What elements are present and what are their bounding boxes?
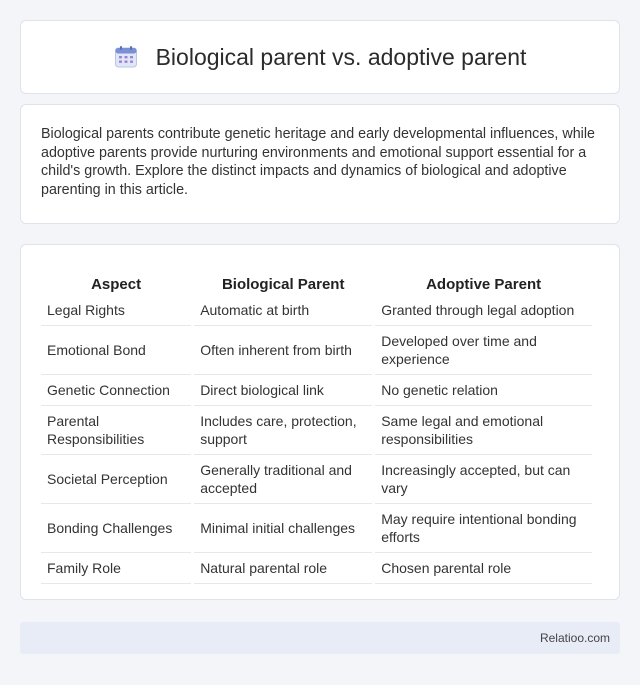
- column-header-aspect: Aspect: [91, 276, 142, 293]
- table-row: [41, 326, 592, 375]
- table-cell: Granted through legal adoption: [375, 295, 592, 326]
- footer-brand: Relatioo.com: [539, 631, 610, 645]
- table-row: [41, 504, 592, 553]
- column-header-biological: Biological Parent: [221, 276, 345, 293]
- table-cell: Family Role: [41, 553, 191, 584]
- calendar-icon: [114, 45, 138, 69]
- column-header-adoptive: Adoptive Parent: [426, 276, 542, 293]
- table-header-row: [41, 263, 592, 295]
- table-cell: May require intentional bonding efforts: [375, 504, 592, 553]
- intro-text: Biological parents contribute genetic heritage and early developmental influences, while adoptive parents provide nurturing environments and emotional support essential for a child's growth. Explore the distinct impacts and dynamics of biological and adoptive parenting in this article.: [41, 126, 595, 198]
- table-cell: Same legal and emotional responsibilities: [375, 406, 592, 455]
- footer: [20, 622, 620, 654]
- table-cell: Chosen parental role: [375, 553, 592, 584]
- table-cell: No genetic relation: [375, 375, 592, 406]
- table-cell: Often inherent from birth: [194, 326, 372, 375]
- table-row: [41, 375, 592, 406]
- table-cell: Natural parental role: [194, 553, 372, 584]
- table-cell: Increasingly accepted, but can vary: [375, 455, 592, 504]
- comparison-card: [20, 244, 620, 600]
- page-title: Biological parent vs. adoptive parent: [155, 43, 527, 70]
- table-cell: Societal Perception: [41, 455, 191, 504]
- table-row: [41, 406, 592, 455]
- table-cell: Emotional Bond: [41, 326, 191, 375]
- table-cell: Includes care, protection, support: [194, 406, 372, 455]
- table-cell: Parental Responsibilities: [41, 406, 191, 455]
- intro-card: [20, 104, 620, 224]
- table-cell: Generally traditional and accepted: [194, 455, 372, 504]
- header-card: [20, 20, 620, 94]
- table-row: [41, 295, 592, 326]
- table-cell: Developed over time and experience: [375, 326, 592, 375]
- table-cell: Direct biological link: [194, 375, 372, 406]
- table-cell: Minimal initial challenges: [194, 504, 372, 553]
- table-cell: Bonding Challenges: [41, 504, 191, 553]
- table-row: [41, 455, 592, 504]
- comparison-table: [38, 263, 595, 584]
- table-cell: Automatic at birth: [194, 295, 372, 326]
- table-cell: Legal Rights: [41, 295, 191, 326]
- table-row: [41, 553, 592, 584]
- table-cell: Genetic Connection: [41, 375, 191, 406]
